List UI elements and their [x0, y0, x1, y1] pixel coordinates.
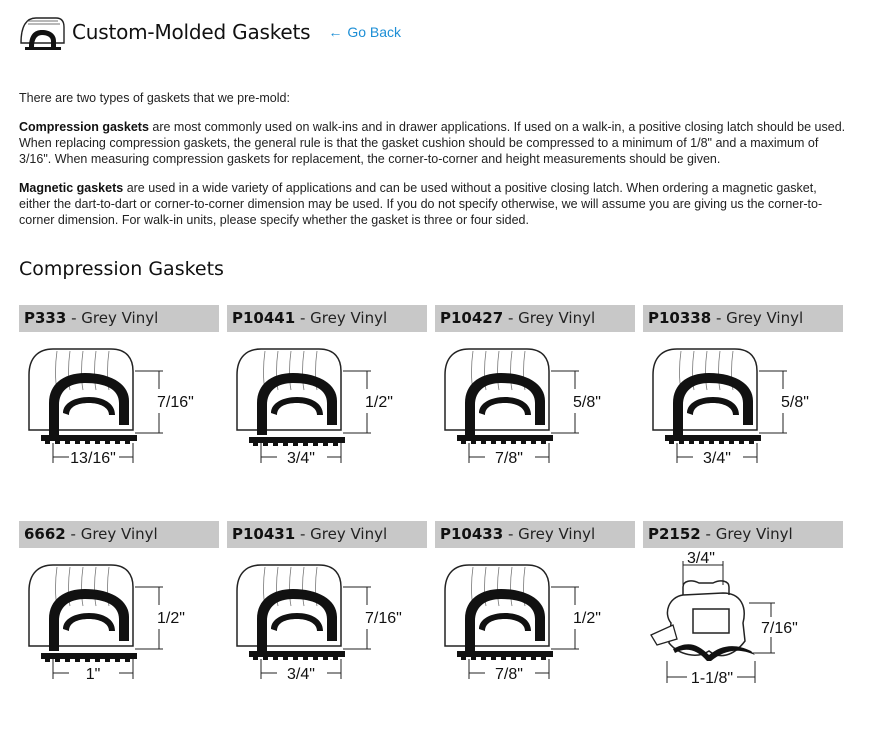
gasket-tooth [699, 441, 704, 444]
gasket-tooth [263, 443, 268, 446]
gasket-tooth [263, 657, 268, 660]
gasket-tooth [323, 657, 328, 660]
gasket-tooth [531, 441, 536, 444]
gasket-profile-image [643, 335, 833, 485]
gasket-tooth [253, 657, 258, 660]
product-material: - Grey Vinyl [295, 525, 388, 543]
gasket-tooth [491, 657, 496, 660]
page-title: Custom-Molded Gaskets [72, 20, 311, 44]
height-dimension-label: 5/8" [573, 394, 601, 411]
gasket-base [457, 435, 553, 441]
magnetic-paragraph [19, 180, 849, 228]
height-dimension-label: 1/2" [365, 394, 393, 411]
height-dimension-label: 1/2" [573, 610, 601, 627]
gasket-tooth [749, 441, 754, 444]
gasket-tooth [55, 659, 60, 662]
gasket-tooth [531, 657, 536, 660]
gasket-tooth [739, 441, 744, 444]
gasket-tooth [95, 659, 100, 662]
gasket-tooth [95, 441, 100, 444]
intro-line: There are two types of gaskets that we pre-mold: [19, 91, 290, 105]
gasket-profile-image [435, 551, 625, 701]
product-material: - Grey Vinyl [503, 525, 596, 543]
gasket-tooth [105, 441, 110, 444]
product-material: - Grey Vinyl [295, 309, 388, 327]
product-card[interactable] [19, 521, 219, 731]
gasket-tooth [293, 657, 298, 660]
width-dimension-label: 3/4" [287, 450, 315, 467]
gasket-tooth [541, 657, 546, 660]
product-code: P10433 [440, 525, 504, 543]
gasket-profile-image [227, 551, 417, 701]
gasket-tooth [75, 659, 80, 662]
compression-term: Compression gaskets [19, 120, 149, 134]
gasket-tooth [729, 441, 734, 444]
product-card-header [19, 521, 219, 548]
gasket-tooth [273, 657, 278, 660]
width-dimension-label: 7/8" [495, 666, 523, 683]
gasket-tooth [45, 659, 50, 662]
gasket-tooth [65, 441, 70, 444]
gasket-tooth [333, 443, 338, 446]
gasket-tooth [115, 659, 120, 662]
gasket-tooth [501, 657, 506, 660]
gasket-tooth [105, 659, 110, 662]
gasket-tooth [511, 657, 516, 660]
gasket-tooth [303, 443, 308, 446]
height-dimension-label: 1/2" [157, 610, 185, 627]
gasket-tooth [541, 441, 546, 444]
product-material: - Grey Vinyl [65, 525, 158, 543]
height-dimension-label: 7/16" [761, 620, 798, 637]
product-code: P10441 [232, 309, 296, 327]
gasket-tooth [313, 657, 318, 660]
gasket-tooth [511, 441, 516, 444]
gasket-tooth [481, 441, 486, 444]
product-code: 6662 [24, 525, 66, 543]
product-card[interactable] [643, 305, 843, 515]
gasket-tooth [323, 443, 328, 446]
gasket-tooth [501, 441, 506, 444]
go-back-label: Go Back [347, 24, 402, 40]
magnetic-description: are used in a wide variety of applications and can be used without a positive closing latch. When ordering a magnetic gasket, either the dart-to-dart or corner-to-corner dimension may be used. If you do not specify otherwise, we will assume you are giving us the corner-to-corner dimension. For walk-in units, please specify whether the gasket is three or four sided. [19, 181, 823, 227]
product-material: - Grey Vinyl [711, 309, 804, 327]
gasket-tooth [125, 441, 130, 444]
product-card-header [227, 521, 427, 548]
product-card-header [435, 305, 635, 332]
gasket-profile-image [435, 335, 625, 485]
gasket-tooth [491, 441, 496, 444]
width-dimension-label: 1" [85, 666, 101, 683]
gasket-tooth [481, 657, 486, 660]
product-card[interactable] [643, 521, 843, 731]
product-card-header [435, 521, 635, 548]
magnetic-term: Magnetic gaskets [19, 181, 124, 195]
product-code: P10338 [648, 309, 712, 327]
gasket-tooth [333, 657, 338, 660]
intro-text [19, 90, 849, 241]
gasket-diagram [445, 565, 601, 683]
gasket-tooth [461, 657, 466, 660]
gasket-tooth [125, 659, 130, 662]
gasket-diagram [237, 349, 393, 467]
gasket-diagram [651, 551, 798, 687]
product-material: - Grey Vinyl [503, 309, 596, 327]
height-dimension-label: 7/16" [365, 610, 402, 627]
width-dimension-label: 7/8" [495, 450, 523, 467]
product-code: P10427 [440, 309, 504, 327]
product-card-header [643, 305, 843, 332]
gasket-base [457, 651, 553, 657]
gasket-tooth [283, 443, 288, 446]
page-header [18, 12, 401, 52]
gasket-diagram [29, 349, 194, 467]
gasket-tooth [521, 441, 526, 444]
product-card[interactable] [435, 521, 635, 731]
height-dimension-label: 7/16" [157, 394, 194, 411]
gasket-tooth [45, 441, 50, 444]
gasket-base [41, 653, 137, 659]
gasket-tooth [521, 657, 526, 660]
gasket-profile-image [19, 551, 209, 701]
gasket-tooth [273, 443, 278, 446]
product-code: P10431 [232, 525, 296, 543]
product-card[interactable] [227, 521, 427, 731]
gasket-diagram [29, 565, 185, 683]
gasket-tooth [313, 443, 318, 446]
gasket-tooth [85, 659, 90, 662]
section-title: Compression Gaskets [19, 258, 224, 280]
width-dimension-label: 3/4" [703, 450, 731, 467]
gasket-logo-icon [18, 13, 66, 51]
compression-paragraph [19, 119, 849, 167]
product-code: P333 [24, 309, 67, 327]
gasket-tooth [283, 657, 288, 660]
magnet-chamber [693, 609, 729, 633]
gasket-profile-image [227, 335, 417, 485]
product-card-header [19, 305, 219, 332]
gasket-tooth [471, 657, 476, 660]
width-dimension-label: 1-1/8" [690, 670, 734, 687]
gasket-profile-image [19, 335, 209, 485]
gasket-tooth [719, 441, 724, 444]
width-dimension-label: 13/16" [70, 450, 116, 467]
product-card-header [227, 305, 427, 332]
compression-description: are most commonly used on walk-ins and in drawer applications. If used on a walk-in, a positive closing latch should be used. When replacing compression gaskets, the general rule is that the gasket cushion should be compressed to a minimum of 1/8" and a maximum of 3/16". When measuring compression gaskets for replacement, the corner-to-corner and height measurements should be given. [19, 120, 846, 166]
arrow-left-icon: ← [328, 24, 343, 40]
gasket-diagram [653, 349, 809, 467]
gasket-diagram [237, 565, 402, 683]
product-material: - Grey Vinyl [700, 525, 793, 543]
height-dimension-label: 5/8" [781, 394, 809, 411]
gasket-diagram [445, 349, 601, 467]
gasket-tooth [55, 441, 60, 444]
gasket-profile-image [643, 551, 833, 701]
gasket-tooth [75, 441, 80, 444]
product-card[interactable] [19, 305, 219, 515]
gasket-tooth [253, 443, 258, 446]
gasket-base [41, 435, 137, 441]
top-width-dimension-label: 3/4" [687, 551, 715, 567]
gasket-tooth [65, 659, 70, 662]
gasket-base [249, 651, 345, 657]
go-back-link[interactable] [328, 24, 401, 40]
gasket-tooth [461, 441, 466, 444]
product-material: - Grey Vinyl [66, 309, 159, 327]
product-card[interactable] [227, 305, 427, 515]
product-card-header [643, 521, 843, 548]
gasket-tooth [303, 657, 308, 660]
gasket-tooth [689, 441, 694, 444]
gasket-tooth [709, 441, 714, 444]
width-dimension-label: 3/4" [287, 666, 315, 683]
gasket-tooth [85, 441, 90, 444]
gasket-base [665, 435, 761, 441]
product-code: P2152 [648, 525, 701, 543]
gasket-base [249, 437, 345, 443]
gasket-tooth [115, 441, 120, 444]
gasket-tooth [471, 441, 476, 444]
gasket-tooth [679, 441, 684, 444]
product-card[interactable] [435, 305, 635, 515]
gasket-tooth [669, 441, 674, 444]
gasket-tooth [293, 443, 298, 446]
